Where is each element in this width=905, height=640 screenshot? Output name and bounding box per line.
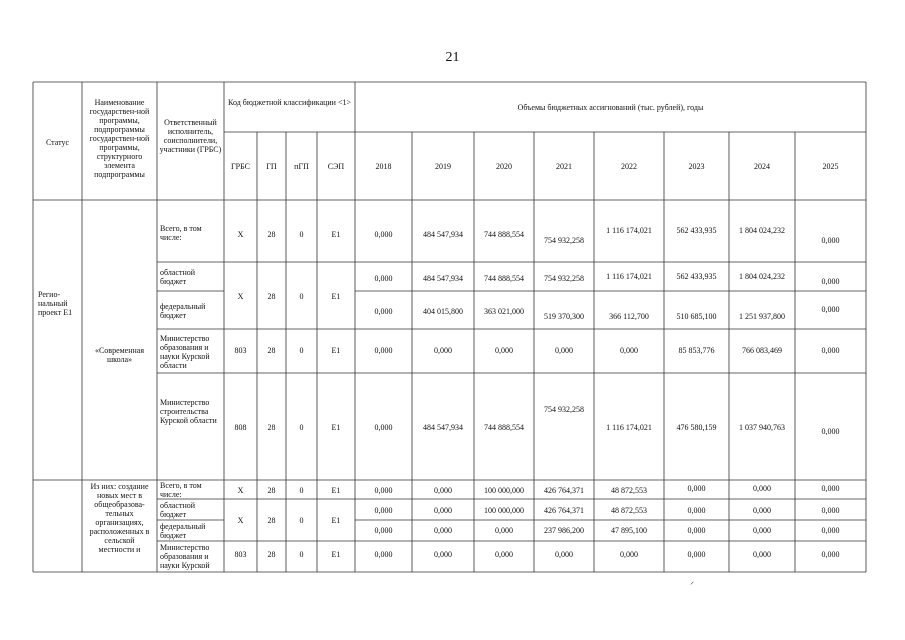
code-sep: Е1 <box>331 230 341 239</box>
code-pgp: 0 <box>299 292 304 301</box>
value-cell: 754 932,258 <box>544 405 584 414</box>
value-cell: 744 888,554 <box>484 274 524 283</box>
value-cell: 48 872,553 <box>611 506 647 515</box>
value-cell: 766 083,469 <box>742 346 782 355</box>
value-cell: 237 986,200 <box>544 526 584 535</box>
value-cell: 0,000 <box>374 486 393 495</box>
code-grbs: Х <box>237 486 244 495</box>
value-cell: 0,000 <box>495 526 513 535</box>
value-cell: 0,000 <box>495 550 513 559</box>
code-gp: 28 <box>267 346 276 355</box>
value-cell: 0,000 <box>821 427 840 436</box>
value-cell: 0,000 <box>753 484 771 493</box>
value-cell: 363 021,000 <box>484 307 524 316</box>
value-cell: 476 580,159 <box>676 423 717 432</box>
value-cell: 0,000 <box>374 423 393 432</box>
value-cell: 426 764,371 <box>544 506 584 515</box>
code-sep: Е1 <box>331 423 341 432</box>
value-cell: 0,000 <box>687 484 706 493</box>
row-label: Министерство образования и науки Курской области <box>160 334 210 370</box>
value-cell: 0,000 <box>821 236 840 245</box>
code-gp: 28 <box>267 230 276 239</box>
value-cell: 0,000 <box>821 484 840 493</box>
code-gp: 28 <box>267 486 276 495</box>
value-cell: 0,000 <box>374 274 393 283</box>
header-volumes: Объемы бюджетных ассигнований (тыс. рублей), годы <box>517 103 704 112</box>
header-year: 2018 <box>375 162 392 171</box>
value-cell: 0,000 <box>374 346 393 355</box>
value-cell: 426 764,371 <box>544 486 584 495</box>
row-label: федеральный бюджет <box>160 522 206 540</box>
value-cell: 0,000 <box>821 305 840 314</box>
value-cell: 0,000 <box>434 550 452 559</box>
code-grbs: Х <box>237 230 244 239</box>
value-cell: 0,000 <box>821 550 840 559</box>
value-cell: 1 804 024,232 <box>739 226 785 235</box>
value-cell: 0,000 <box>555 346 573 355</box>
value-cell: 744 888,554 <box>484 423 524 432</box>
value-cell: 0,000 <box>374 550 393 559</box>
value-cell: 484 547,934 <box>423 274 463 283</box>
value-cell: 0,000 <box>434 486 452 495</box>
code-pgp: 0 <box>299 423 304 432</box>
code-pgp: 0 <box>299 230 304 239</box>
row-label: областной бюджет <box>160 268 196 286</box>
value-cell: 1 037 940,763 <box>739 423 785 432</box>
value-cell: 366 112,700 <box>609 312 649 321</box>
header-responsible: Ответственный исполнитель, соисполнители, участники (ГРБС) <box>159 118 222 154</box>
code-grbs: 803 <box>234 346 247 355</box>
value-cell: 0,000 <box>753 526 771 535</box>
value-cell: 519 370,300 <box>544 312 584 321</box>
code-sep: Е1 <box>331 486 341 495</box>
value-cell: 0,000 <box>434 526 452 535</box>
value-cell: 0,000 <box>821 277 840 286</box>
header-program-name: Наименование государствен-ной программы, подпрограммы государствен-ной программы, структурного элемента подпрограммы <box>89 98 150 179</box>
header-sep: СЭП <box>327 162 345 171</box>
section2-name: Из них: создание новых мест в общеобразова-тельных организациях, расположенных в сельской местности и <box>89 482 150 554</box>
value-cell: 1 116 174,021 <box>606 226 652 235</box>
code-gp: 28 <box>267 550 276 559</box>
value-cell: 0,000 <box>374 307 393 316</box>
section1-name: «Современная школа» <box>94 346 145 364</box>
code-pgp: 0 <box>299 486 304 495</box>
value-cell: 0,000 <box>374 506 393 515</box>
header-pgp: пГП <box>294 162 309 171</box>
header-year: 2022 <box>621 162 637 171</box>
page-number: 21 <box>445 50 460 65</box>
margin-mark: ⸝ <box>690 577 694 586</box>
value-cell: 0,000 <box>374 526 393 535</box>
value-cell: 0,000 <box>620 346 638 355</box>
value-cell: 48 872,553 <box>611 486 647 495</box>
value-cell: 562 433,935 <box>676 272 717 281</box>
value-cell: 100 000,000 <box>484 486 524 495</box>
row-label: Всего, в том числе: <box>160 481 202 499</box>
value-cell: 1 804 024,232 <box>739 272 785 281</box>
row-label: Всего, в том числе: <box>160 224 202 242</box>
code-grbs: Х <box>237 292 244 301</box>
value-cell: 100 000,000 <box>484 506 524 515</box>
header-year: 2020 <box>496 162 512 171</box>
value-cell: 744 888,554 <box>484 230 524 239</box>
value-cell: 0,000 <box>821 506 840 515</box>
row-label: федеральный бюджет <box>160 302 206 320</box>
value-cell: 0,000 <box>687 550 706 559</box>
value-cell: 47 895,100 <box>611 526 647 535</box>
section1-status: Регио-нальный проект Е1 <box>38 290 73 317</box>
code-sep: Е1 <box>331 292 341 301</box>
code-pgp: 0 <box>299 550 304 559</box>
value-cell: 0,000 <box>434 506 452 515</box>
header-gp: ГП <box>266 162 277 171</box>
header-status: Статус <box>45 138 70 147</box>
value-cell: 1 116 174,021 <box>606 272 652 281</box>
row-label: областной бюджет <box>160 501 196 519</box>
value-cell: 0,000 <box>555 550 573 559</box>
header-year: 2025 <box>822 162 839 171</box>
value-cell: 754 932,258 <box>544 236 584 245</box>
code-sep: Е1 <box>331 516 341 525</box>
value-cell: 0,000 <box>374 230 393 239</box>
code-gp: 28 <box>267 423 276 432</box>
value-cell: 0,000 <box>753 550 771 559</box>
code-grbs: 803 <box>234 550 247 559</box>
value-cell: 0,000 <box>687 506 706 515</box>
header-year: 2021 <box>556 162 572 171</box>
code-gp: 28 <box>267 516 276 525</box>
code-grbs: 808 <box>234 423 247 432</box>
value-cell: 0,000 <box>687 526 706 535</box>
value-cell: 0,000 <box>821 526 840 535</box>
value-cell: 754 932,258 <box>544 274 584 283</box>
value-cell: 0,000 <box>434 346 452 355</box>
value-cell: 484 547,934 <box>423 230 463 239</box>
value-cell: 0,000 <box>753 506 771 515</box>
code-pgp: 0 <box>299 346 304 355</box>
code-grbs: Х <box>237 516 244 525</box>
value-cell: 0,000 <box>495 346 513 355</box>
header-year: 2023 <box>688 162 705 171</box>
value-cell: 484 547,934 <box>423 423 463 432</box>
value-cell: 85 853,776 <box>678 346 715 355</box>
value-cell: 1 116 174,021 <box>606 423 652 432</box>
value-cell: 0,000 <box>821 346 840 355</box>
row-label: Министерство строительства Курской области <box>160 398 217 425</box>
value-cell: 562 433,935 <box>676 226 717 235</box>
value-cell: 404 015,800 <box>423 307 463 316</box>
code-sep: Е1 <box>331 550 341 559</box>
code-gp: 28 <box>267 292 276 301</box>
value-cell: 0,000 <box>620 550 638 559</box>
header-year: 2019 <box>435 162 451 171</box>
header-budget-code: Код бюджетной классификации <1> <box>228 98 351 107</box>
value-cell: 510 685,100 <box>676 312 717 321</box>
header-year: 2024 <box>754 162 770 171</box>
value-cell: 1 251 937,800 <box>739 312 785 321</box>
row-label: Министерство образования и науки Курской <box>160 543 210 570</box>
code-pgp: 0 <box>299 516 304 525</box>
header-grbs: ГРБС <box>231 162 250 171</box>
code-sep: Е1 <box>331 346 341 355</box>
